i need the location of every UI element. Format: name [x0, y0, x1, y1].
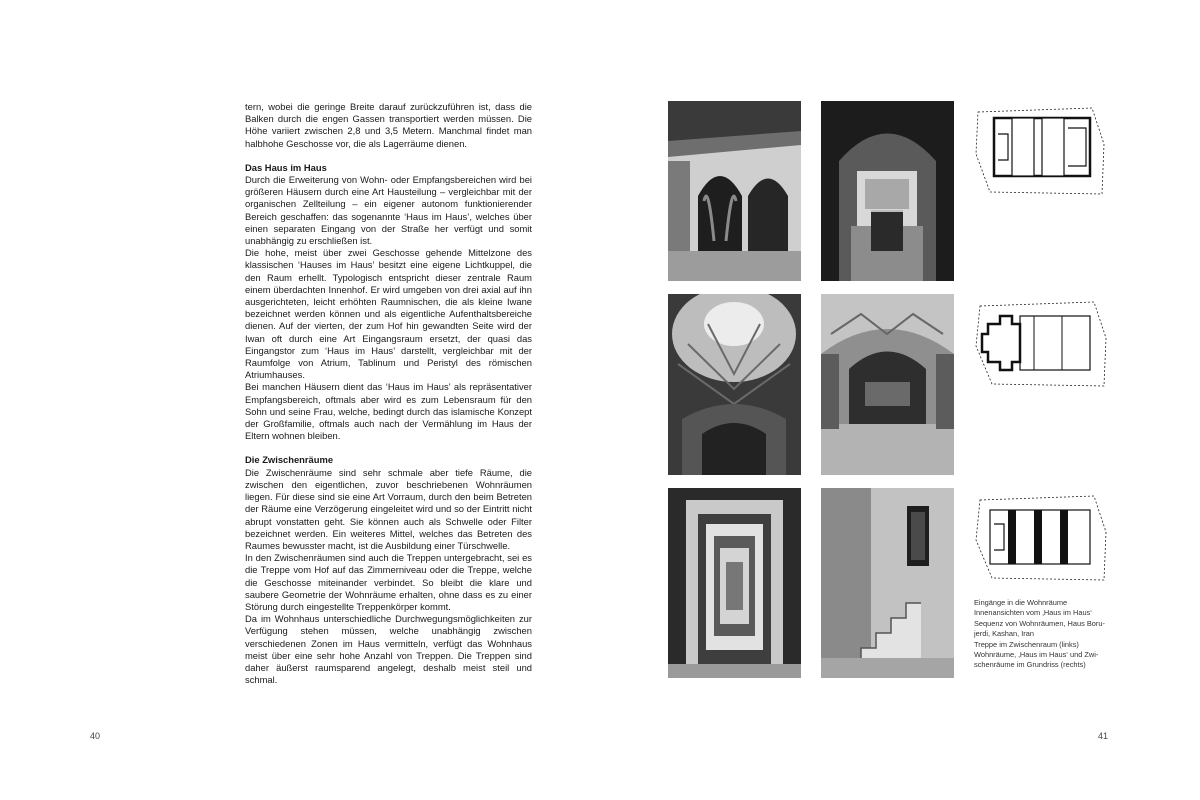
photo-courtyard-iwan	[668, 101, 801, 281]
zwischen-paragraph-1: Die Zwischenräume sind sehr schmale aber tiefe Räume, die zwischen den eigentlichen, zuvor beschriebenen Wohnräumen liegen. Für diese sind sie eine Art Vorraum, durch den beim Betreten der Räume eine Verzögerung eingeleitet wird und so der Eintritt nicht abrupt vonstatten geht. Sie können auch als Schwelle oder Filter bezeichnet werden. Ein weiteres Mittel, welches das Betreten des Raumes bewusster macht, ist die Ausbildung einer Türschwelle.	[245, 466, 532, 551]
photo-dome-lantern	[668, 294, 801, 475]
caption-line: Innenansichten vom ‚Haus im Haus‘	[974, 608, 1092, 618]
caption-line: Sequenz von Wohnräumen, Haus Boru-	[974, 618, 1105, 628]
haus-paragraph-2: Die hohe, meist über zwei Geschosse gehende Mittelzone des klassischen ‘Hauses im Haus’ besitzt eine eigene Lichtkuppel, die den Raum erhellt. Typologisch entspricht dieser zentrale Raum einem überdachten Innenhof. Er wird umgeben von drei axial auf ihn ausgerichteten, leicht erhöhten Raumnischen, die als kleine Iwane bezeichnet werden können und als eigentliche Aufenthaltsbereiche dienen. Auf der vierten, der zum Hof hin gewandten Seite wird der Iwan oft durch eine Art Eingangsraum ersetzt, der quasi das Eingangstor zum ‘Haus im Haus’ darstellt, vergleichbar mit der Raumfolge von Atrium, Tablinum und Peristyl des römischen Atriumhauses.	[245, 247, 532, 381]
floor-plan-2	[972, 298, 1112, 388]
image-caption	[974, 598, 1124, 671]
section-heading-haus-im-haus: Das Haus im Haus	[245, 161, 327, 173]
caption-line: jerdi, Kashan, Iran	[974, 629, 1034, 639]
caption-line: Treppe im Zwischenraum (links)	[974, 639, 1079, 649]
caption-line: Eingänge in die Wohnräume	[974, 598, 1068, 607]
left-text-column	[245, 101, 532, 686]
photo-stair-in-intermediate-space	[821, 488, 954, 678]
page-number-left: 40	[90, 731, 101, 741]
page-number-right: 41	[1098, 731, 1109, 741]
caption-line: Wohnräume, ‚Haus im Haus‘ und Zwi-	[974, 650, 1099, 660]
zwischen-paragraph-3: Da im Wohnhaus unterschiedliche Durchwegungsmöglichkeiten zur Verfügung stehen müssen, welche unabhängig zwischen verschiedenen Zonen im Haus vermitteln, verfügt das Wohnhaus meist über eine sehr hohe Anzahl von Treppen. Die Treppen sind daher äußerst raumsparend angelegt, deshalb meist steil und schmal.	[245, 613, 532, 686]
caption-line: schenräume im Grundriss (rechts)	[974, 660, 1086, 670]
intro-paragraph: tern, wobei die geringe Breite darauf zurückzuführen ist, dass die Balken durch die engen Gassen transportiert werden müssen. Die Höhe variiert zwischen 2,8 und 3,5 Metern. Manchmal findet man halbhohe Geschosse vor, die als Lagerräume dienen.	[245, 101, 532, 149]
floor-plan-1	[972, 104, 1112, 196]
haus-paragraph-1: Durch die Erweiterung von Wohn- oder Empfangsbereichen wird bei größeren Häusern durch eine Art Hausteilung – vergleichbar mit der organischen Zellteilung – ein eigener autonom funktionierender Bereich geschaffen: das sogenannte ‘Haus im Haus’, welches über einen separaten Eingang von der Straße her verfügt und somit unabhängig zu erschließen ist.	[245, 174, 532, 247]
floor-plan-3	[972, 492, 1112, 582]
photo-door-sequence	[668, 488, 801, 678]
section-heading-zwischenraeume: Die Zwischenräume	[245, 454, 334, 466]
zwischen-paragraph-2: In den Zwischenräumen sind auch die Treppen untergebracht, sei es die Treppe vom Hof auf das Zimmerniveau oder die Treppe, welche die Geschosse miteinander verbindet. So bleibt die klare und saubere Geometrie der Wohnräume erhalten, ohne dass es zu einer Störung durch eingestellte Treppenkörper kommt.	[245, 552, 532, 612]
photo-muqarnas-hall	[821, 294, 954, 475]
haus-paragraph-3: Bei manchen Häusern dient das ‘Haus im Haus’ als repräsentativer Empfangsbereich, oftmals aber wird es zum Lebensraum für den Sohn und seine Frau, welche, bedingt durch das islamische Konzept der Großfamilie, oftmals auch nach der Vermählung im Haus der Eltern wohnen bleiben.	[245, 381, 532, 442]
photo-arched-hall-view	[821, 101, 954, 281]
